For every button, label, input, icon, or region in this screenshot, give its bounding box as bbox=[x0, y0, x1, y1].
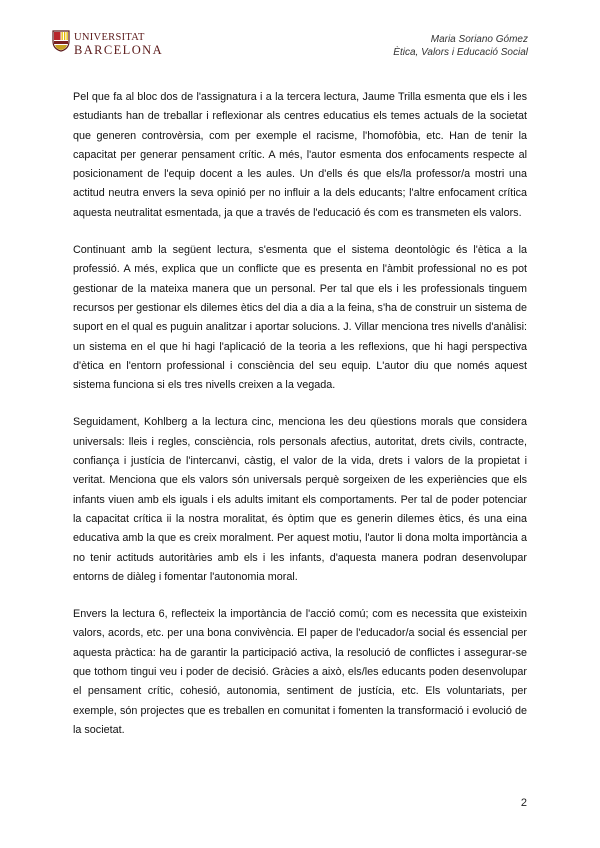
paragraph: Envers la lectura 6, reflecteix la importància de l'acció comú; com es necessita que existeixin valors, acords, etc. per una bona convivència. El paper de l'educador/a social és essencial per aquesta pràctica: ha de garantir la participació activa, la resolució de conflictes i assegurar-se que tothom tingui veu i poder de decisió. Gràcies a això, els/les educants poden desenvolupar el pensament crític, cohesió, autonomia, sentiment de justícia, etc. Els voluntariats, per exemple, són projectes que es treballen en comunitat i fomenten la transformació i evolució de la societat. bbox=[73, 608, 527, 736]
header-info bbox=[393, 33, 528, 59]
university-logo bbox=[52, 30, 162, 58]
logo-line1: UNIVERSITAT bbox=[74, 32, 145, 43]
logo-line2: BARCELONA bbox=[74, 43, 163, 57]
paragraph: Seguidament, Kohlberg a la lectura cinc, menciona les deu qüestions morals que considera universals: lleis i regles, consciència, rols personals afectius, autoritat, drets civils, contracte, confiança i justícia de l'intercanvi, càstig, el valor de la vida, drets i valors de la propietat i veritat. Menciona que els valors són universals perquè sorgeixen de les experiències que els infants viuen amb els iguals i els adults imitant els comportaments. Per tal de poder potenciar la capacitat crítica ii la nostra moralitat, és òptim que es generin dilemes ètics, és una eina educativa amb la que es creix moralment. Per aquest motiu, l'autor li dona molta importància a no tenir actituds autoritàries amb els i les infants, d'aquesta manera podran desenvolupar entorns de diàleg i fomentar l'autonomia moral. bbox=[73, 416, 527, 583]
coat-of-arms-icon bbox=[52, 30, 70, 52]
page-number: 2 bbox=[520, 797, 527, 809]
author-name: Maria Soriano Gómez bbox=[430, 34, 528, 45]
document-body bbox=[73, 88, 527, 758]
paragraph: Pel que fa al bloc dos de l'assignatura i a la tercera lectura, Jaume Trilla esmenta que els i les estudiants han de treballar i reflexionar als centres educatius els temes actuals de la societat que generen controvèrsia, com per exemple el racisme, l'homofòbia, etc. Han de tenir la capacitat per generar pensament crític. A més, l'autor esmenta dos enfocaments respecte al posicionament de l'equip docent a les aules. Un d'ells és que els/la professor/a mostri una actitud neutra envers la seva opinió per no influir a la dels educants; l'altre enfocament crítica aquesta neutralitat esmentada, ja que a través de l'educació és com es transmeten els valors. bbox=[73, 91, 527, 219]
paragraph: Continuant amb la següent lectura, s'esmenta que el sistema deontològic és l'ètica a la professió. A més, explica que un conflicte que es presenta en l'àmbit professional no es pot gestionar de la mateixa manera que un personal. Per tal que els i les professionals tinguem recursos per gestionar els dilemes ètics del dia a dia a la feina, s'ha de construir un sistema de suport en el qual es puguin analitzar i aportar solucions. J. Villar menciona tres nivells d'anàlisi: un sistema en el que hi hagi l'aplicació de la teoria a les reflexions, que hi hagi perspectiva d'ètica en l'entorn professional i consciència del seu equip. L'autor diu que només aquest sistema funciona si els tres nivells creixen a la vegada. bbox=[73, 244, 527, 392]
course-title: Ètica, Valors i Educació Social bbox=[393, 47, 528, 58]
